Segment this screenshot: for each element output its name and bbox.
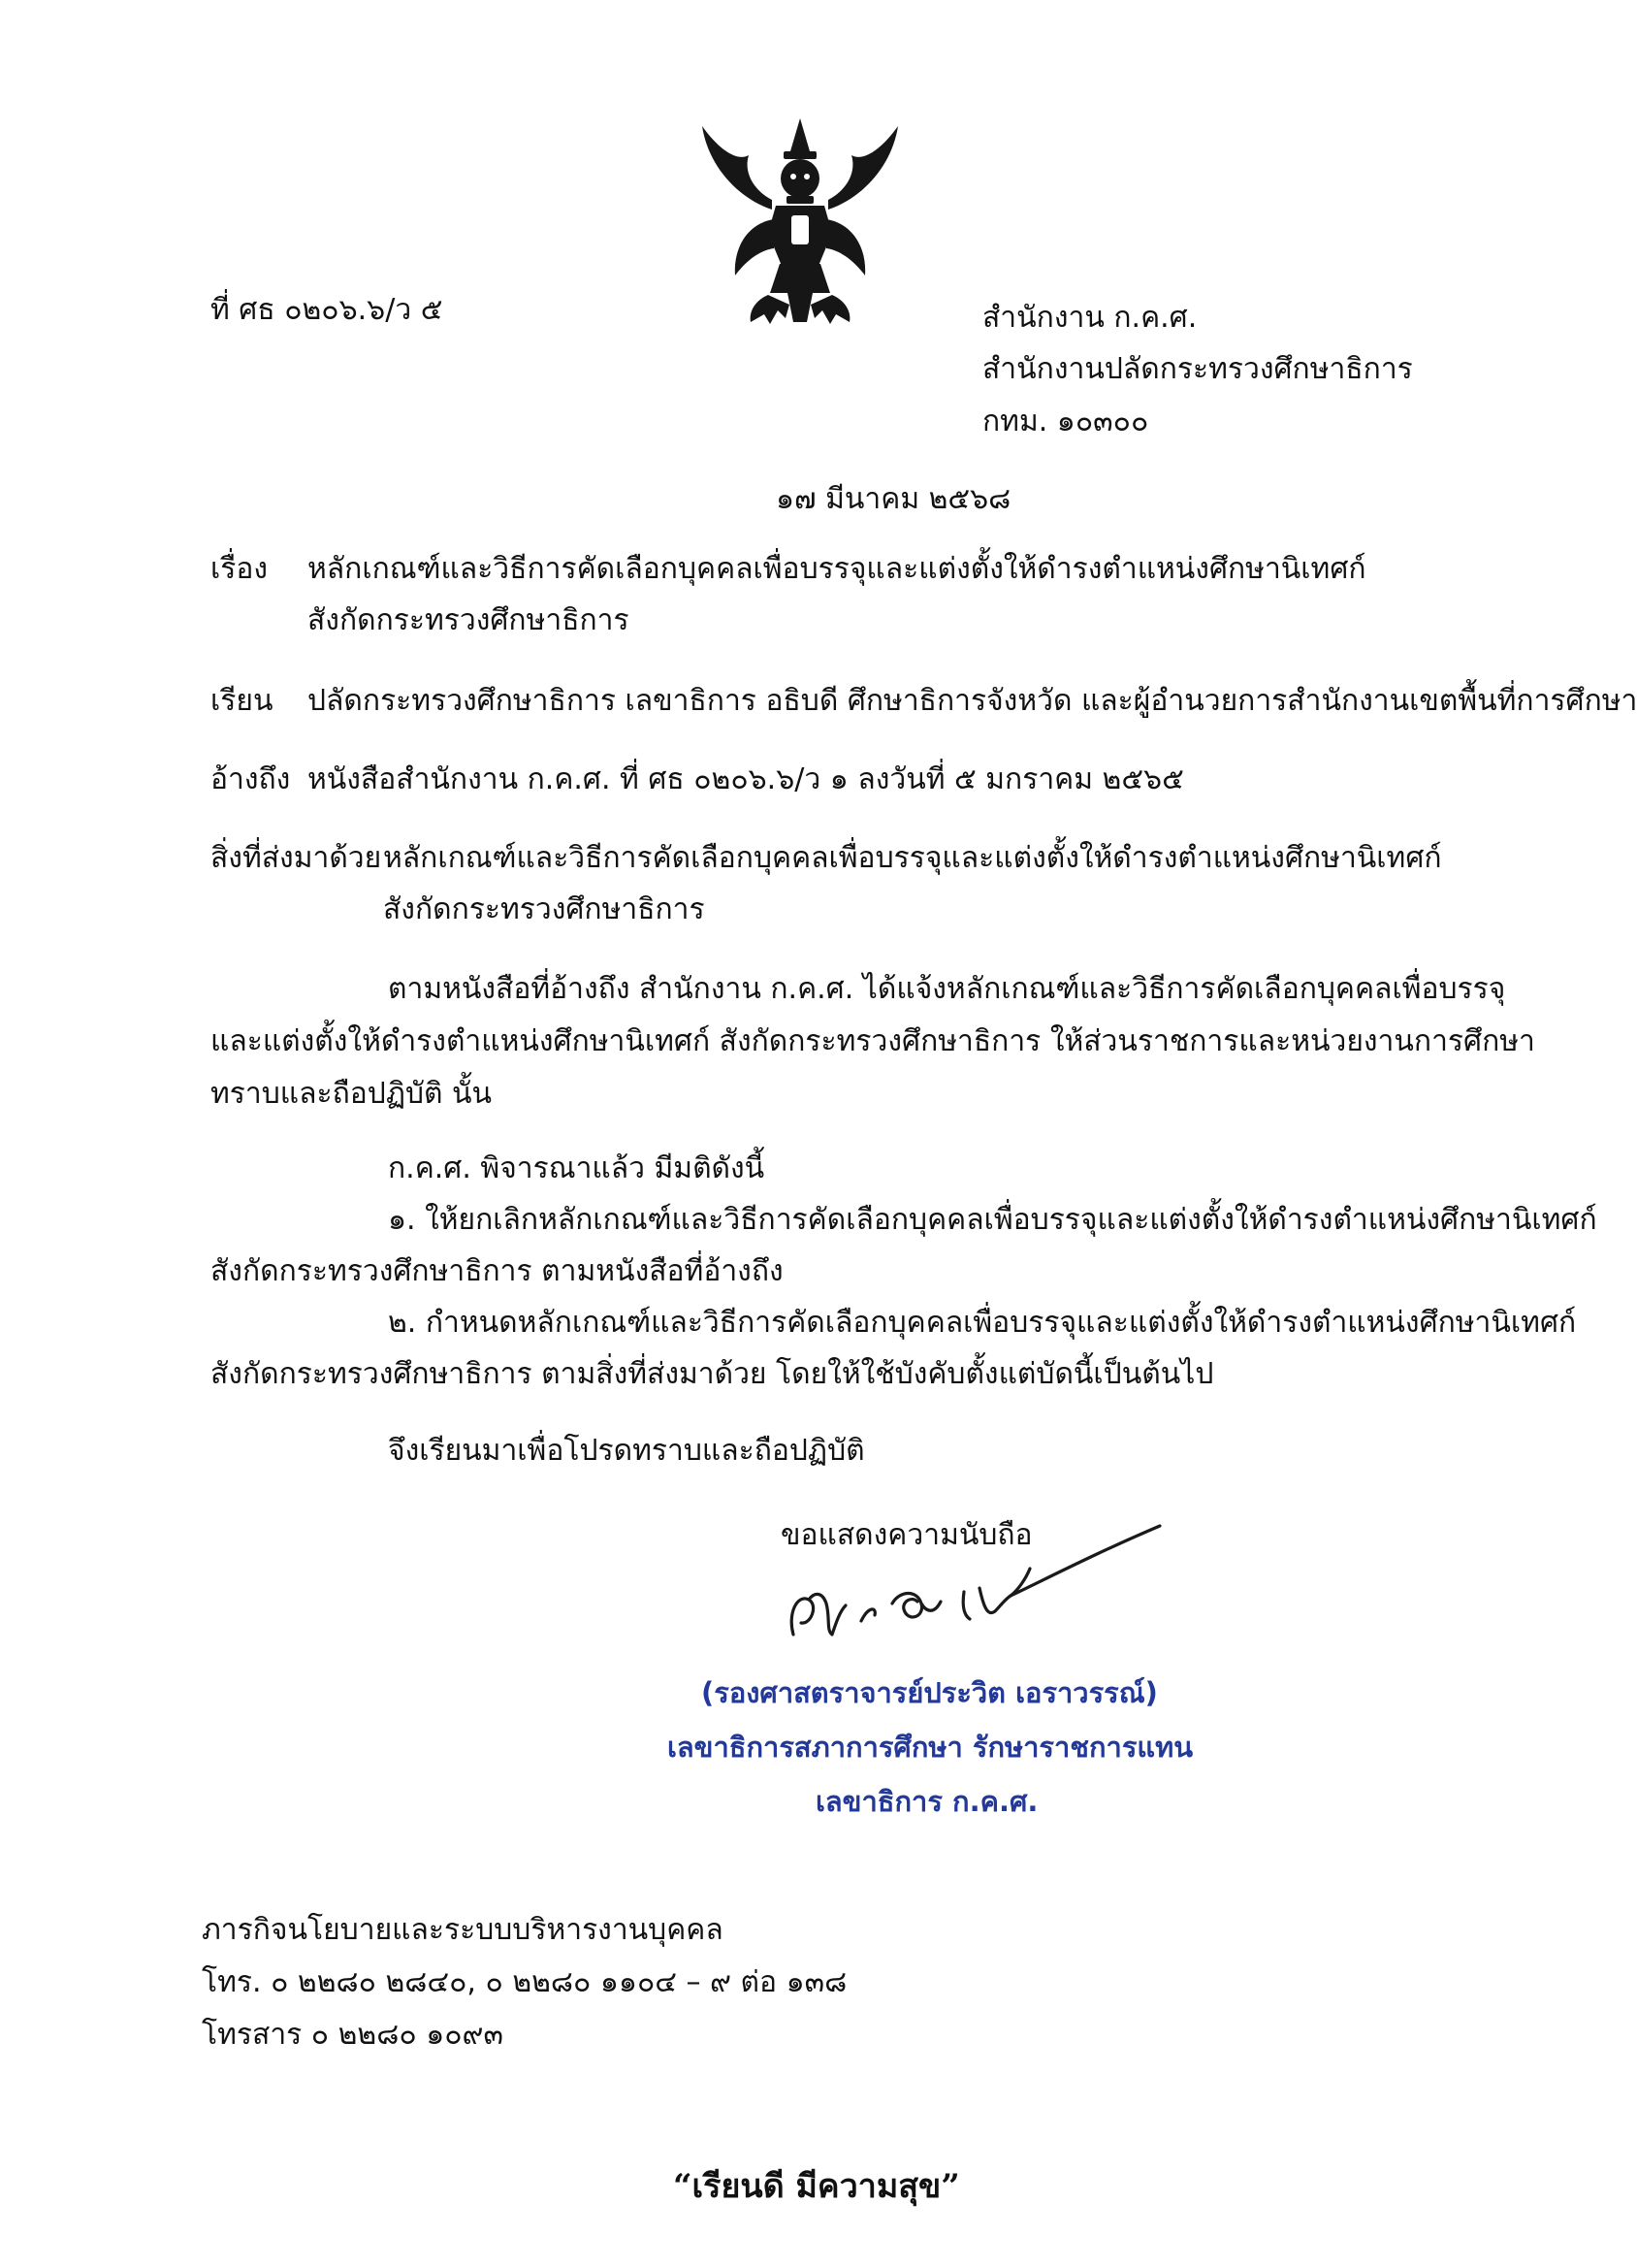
recipient-label: เรียน (210, 684, 273, 718)
reference-label: อ้างถึง (210, 762, 291, 796)
signatory-position-2: เลขาธิการ ก.ค.ศ. (816, 1785, 1039, 1818)
contact-fax: โทรสาร ๐ ๒๒๘๐ ๑๐๙๓ (202, 2018, 504, 2052)
recipient-text: ปลัดกระทรวงศึกษาธิการ เลขาธิการ อธิบดี ศึกษาธิการจังหวัด และผู้อำนวยการสำนักงานเขตพื้นที่การศึกษา (307, 684, 1637, 718)
signatory-position-1: เลขาธิการสภาการศึกษา รักษาราชการแทน (667, 1731, 1194, 1764)
resolution-item-1-line-1: ๑. ให้ยกเลิกหลักเกณฑ์และวิธีการคัดเลือกบุคคลเพื่อบรรจุและแต่งตั้งให้ดำรงตำแหน่งศึกษานิเทศก์ (388, 1203, 1597, 1237)
paragraph-2: ก.ค.ศ. พิจารณาแล้ว มีมติดังนี้ (388, 1151, 765, 1185)
subject-label: เรื่อง (210, 552, 269, 586)
reference-text: หนังสือสำนักงาน ก.ค.ศ. ที่ ศธ ๐๒๐๖.๖/ว ๑ ลงวันที่ ๕ มกราคม ๒๕๖๕ (307, 762, 1184, 796)
enclosure-line-1: หลักเกณฑ์และวิธีการคัดเลือกบุคคลเพื่อบรรจุและแต่งตั้งให้ดำรงตำแหน่งศึกษานิเทศก์ (383, 841, 1442, 875)
sender-postcode: กทม. ๑๐๓๐๐ (982, 405, 1149, 438)
paragraph-1-line-1: ตามหนังสือที่อ้างถึง สำนักงาน ก.ค.ศ. ได้แจ้งหลักเกณฑ์และวิธีการคัดเลือกบุคคลเพื่อบรรจุ (388, 972, 1506, 1006)
sender-office: สำนักงาน ก.ค.ศ. (982, 301, 1198, 335)
handwritten-signature-icon (776, 1499, 1173, 1644)
subject-line-2: สังกัดกระทรวงศึกษาธิการ (307, 603, 629, 637)
signatory-name: (รองศาสตราจารย์ประวิต เอราวรรณ์) (701, 1676, 1158, 1709)
signoff: ขอแสดงความนับถือ (781, 1518, 1033, 1552)
contact-telephone: โทร. ๐ ๒๒๘๐ ๒๘๔๐, ๐ ๒๒๘๐ ๑๑๐๔ – ๙ ต่อ ๑๓๘ (202, 1965, 848, 1999)
enclosure-label: สิ่งที่ส่งมาด้วย (210, 841, 382, 875)
subject-line-1: หลักเกณฑ์และวิธีการคัดเลือกบุคคลเพื่อบรรจุและแต่งตั้งให้ดำรงตำแหน่งศึกษานิเทศก์ (307, 552, 1366, 586)
enclosure-line-2: สังกัดกระทรวงศึกษาธิการ (383, 892, 705, 926)
reference-number: ที่ ศธ ๐๒๐๖.๖/ว ๕ (210, 293, 443, 327)
paragraph-1-line-2: และแต่งตั้งให้ดำรงตำแหน่งศึกษานิเทศก์ สังกัดกระทรวงศึกษาธิการ ให้ส่วนราชการและหน่วยงานการศึกษา (210, 1024, 1535, 1058)
resolution-item-1-line-2: สังกัดกระทรวงศึกษาธิการ ตามหนังสือที่อ้างถึง (210, 1254, 784, 1288)
contact-unit: ภารกิจนโยบายและระบบบริหารงานบุคคล (202, 1913, 723, 1947)
closing-sentence: จึงเรียนมาเพื่อโปรดทราบและถือปฏิบัติ (388, 1434, 865, 1468)
resolution-item-2-line-1: ๒. กำหนดหลักเกณฑ์และวิธีการคัดเลือกบุคคลเพื่อบรรจุและแต่งตั้งให้ดำรงตำแหน่งศึกษานิเทศก์ (388, 1306, 1577, 1340)
sender-ministry: สำนักงานปลัดกระทรวงศึกษาธิการ (982, 352, 1413, 386)
resolution-item-2-line-2: สังกัดกระทรวงศึกษาธิการ ตามสิ่งที่ส่งมาด้วย โดยให้ใช้บังคับตั้งแต่บัดนี้เป็นต้นไป (210, 1357, 1214, 1391)
slogan: “เรียนดี มีความสุข” (673, 2167, 960, 2206)
paragraph-1-line-3: ทราบและถือปฏิบัติ นั้น (210, 1077, 493, 1111)
garuda-emblem-icon (679, 114, 921, 330)
document-date: ๑๗ มีนาคม ๒๕๖๘ (776, 482, 1011, 516)
